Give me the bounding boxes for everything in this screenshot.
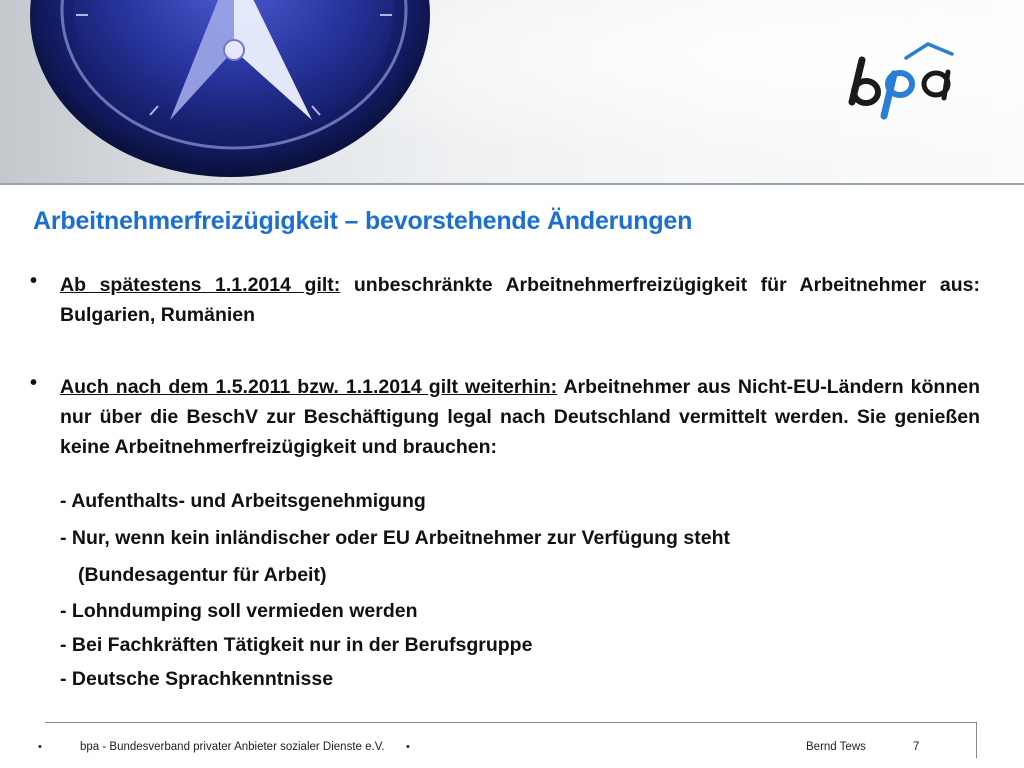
footer-marker: •: [38, 741, 42, 753]
requirement-item: (Bundesagentur für Arbeit): [78, 564, 327, 586]
bullet-marker: •: [30, 372, 38, 394]
bpa-logo: [848, 40, 968, 120]
footer-author: Bernd Tews: [806, 741, 866, 753]
bullet-lead: Ab spätestens 1.1.2014 gilt:: [60, 274, 341, 296]
bullet-text: [60, 372, 980, 462]
header-banner: [0, 0, 1024, 184]
bullet-marker: •: [30, 270, 38, 292]
footer-divider-vertical: [976, 722, 977, 758]
header-divider: [0, 183, 1024, 185]
footer-divider: [45, 722, 977, 723]
requirement-item: - Lohndumping soll vermieden werden: [60, 600, 418, 622]
bullet-body: unbeschränkte Arbeitnehmerfreizügigkeit für Arbeitnehmer aus: Bulgarien, Rumänien: [60, 274, 980, 326]
bullet-text: [60, 270, 980, 330]
compass-image: [20, 0, 440, 180]
footer-organization: bpa - Bundesverband privater Anbieter sozialer Dienste e.V.: [80, 741, 385, 753]
requirement-item: - Aufenthalts- und Arbeitsgenehmigung: [60, 490, 426, 512]
bullet-body: Arbeitnehmer aus Nicht-EU-Ländern können nur über die BeschV zur Beschäftigung legal nach Deutschland vermittelt werden. Sie genießen keine Arbeitnehmerfreizügigkeit und brauchen:: [60, 376, 980, 458]
bullet-lead: Auch nach dem 1.5.2011 bzw. 1.1.2014 gilt weiterhin:: [60, 376, 558, 398]
requirement-item: - Deutsche Sprachkenntnisse: [60, 668, 334, 690]
requirement-item: - Bei Fachkräften Tätigkeit nur in der Berufsgruppe: [60, 634, 533, 656]
slide-title: Arbeitnehmerfreizügigkeit – bevorstehende Änderungen: [33, 207, 693, 235]
footer-page-number: 7: [913, 741, 920, 753]
requirement-item: - Nur, wenn kein inländischer oder EU Arbeitnehmer zur Verfügung steht: [60, 527, 730, 549]
footer-marker: •: [406, 741, 410, 753]
